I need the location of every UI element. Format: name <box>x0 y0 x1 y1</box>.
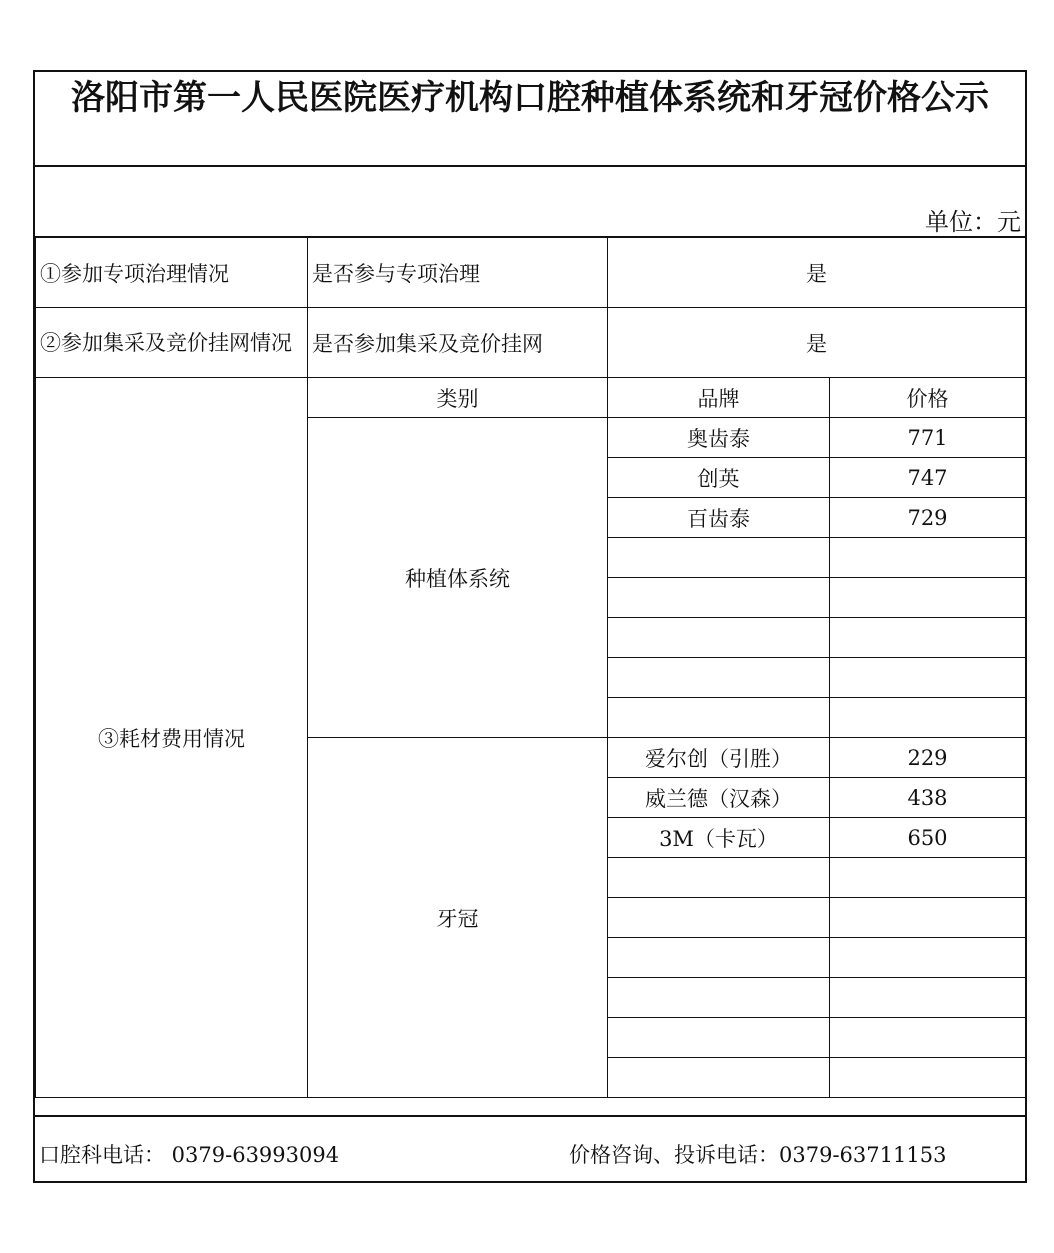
price-cell: 438 <box>830 778 1026 818</box>
empty-cell <box>830 978 1026 1018</box>
unit-label: 单位：元 <box>925 208 1021 236</box>
empty-cell <box>608 1058 830 1098</box>
brand-cell: 威兰德（汉森） <box>608 778 830 818</box>
empty-cell <box>830 938 1026 978</box>
empty-cell <box>608 978 830 1018</box>
page-title: 洛阳市第一人民医院医疗机构口腔种植体系统和牙冠价格公示 <box>35 72 1025 167</box>
price-cell: 650 <box>830 818 1026 858</box>
empty-cell <box>608 578 830 618</box>
table-row <box>36 237 1026 308</box>
table-row <box>36 308 1026 378</box>
price-cell: 229 <box>830 738 1026 778</box>
empty-cell <box>608 698 830 738</box>
row-label-procurement: ②参加集采及竞价挂网情况 <box>36 308 308 378</box>
row-label-consumables: ③耗材费用情况 <box>36 378 308 1098</box>
empty-cell <box>608 1018 830 1058</box>
question-special-governance: 是否参与专项治理 <box>308 237 608 308</box>
empty-cell <box>608 938 830 978</box>
price-cell: 771 <box>830 418 1026 458</box>
price-cell: 729 <box>830 498 1026 538</box>
brand-cell: 3M（卡瓦） <box>608 818 830 858</box>
complaint-phone: 价格咨询、投诉电话：0379-63711153 <box>569 1143 947 1167</box>
empty-cell <box>830 578 1026 618</box>
empty-cell <box>608 538 830 578</box>
category-crown: 牙冠 <box>308 738 608 1098</box>
brand-cell: 百齿泰 <box>608 498 830 538</box>
empty-cell <box>830 1018 1026 1058</box>
empty-cell <box>608 658 830 698</box>
empty-cell <box>608 858 830 898</box>
empty-cell <box>830 698 1026 738</box>
brand-cell: 奥齿泰 <box>608 418 830 458</box>
price-cell: 747 <box>830 458 1026 498</box>
category-implant: 种植体系统 <box>308 418 608 738</box>
header-brand: 品牌 <box>608 378 830 418</box>
empty-cell <box>830 1058 1026 1098</box>
empty-cell <box>830 858 1026 898</box>
answer-procurement: 是 <box>608 308 1026 378</box>
header-price: 价格 <box>830 378 1026 418</box>
header-category: 类别 <box>308 378 608 418</box>
brand-cell: 爱尔创（引胜） <box>608 738 830 778</box>
row-label-special-governance: ①参加专项治理情况 <box>36 237 308 308</box>
empty-cell <box>830 618 1026 658</box>
footer <box>35 1115 1025 1183</box>
price-table <box>35 236 1026 1098</box>
question-procurement: 是否参加集采及竞价挂网 <box>308 308 608 378</box>
brand-cell: 创英 <box>608 458 830 498</box>
empty-cell <box>830 658 1026 698</box>
price-notice-sheet <box>33 70 1027 1183</box>
empty-cell <box>830 538 1026 578</box>
empty-cell <box>830 898 1026 938</box>
table-row <box>36 378 1026 418</box>
answer-special-governance: 是 <box>608 237 1026 308</box>
empty-cell <box>608 618 830 658</box>
empty-cell <box>608 898 830 938</box>
dept-phone: 口腔科电话： 0379-63993094 <box>39 1143 340 1167</box>
